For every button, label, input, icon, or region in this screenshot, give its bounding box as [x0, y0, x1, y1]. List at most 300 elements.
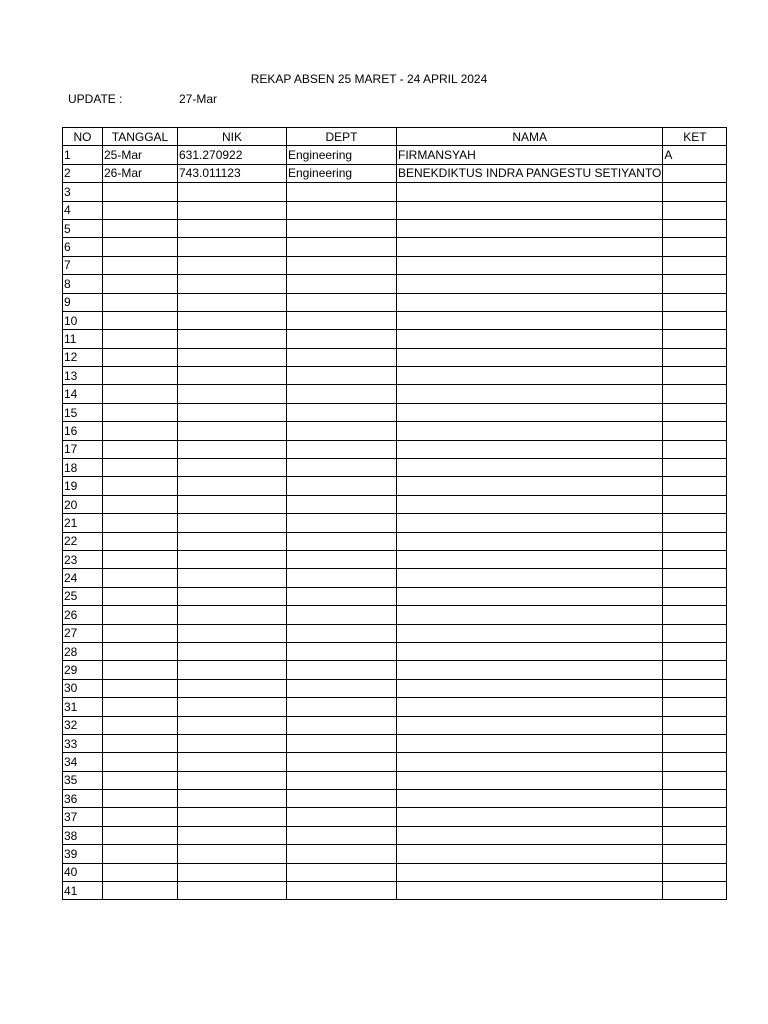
cell-nik[interactable] — [178, 569, 287, 587]
cell-tanggal[interactable] — [103, 734, 178, 752]
cell-nama[interactable] — [397, 550, 663, 568]
cell-dept[interactable] — [287, 495, 397, 513]
table-row — [63, 311, 727, 329]
cell-dept[interactable] — [287, 238, 397, 256]
cell-ket[interactable] — [663, 716, 727, 734]
cell-ket[interactable] — [663, 606, 727, 624]
cell-nama[interactable] — [397, 311, 663, 329]
cell-nama[interactable] — [397, 385, 663, 403]
cell-nama[interactable] — [397, 698, 663, 716]
cell-ket[interactable] — [663, 256, 727, 274]
cell-dept[interactable] — [287, 219, 397, 237]
table-row — [63, 808, 727, 826]
cell-tanggal[interactable] — [103, 550, 178, 568]
table-row — [63, 256, 727, 274]
cell-nama[interactable] — [397, 863, 663, 881]
cell-dept[interactable] — [287, 330, 397, 348]
cell-tanggal[interactable] — [103, 422, 178, 440]
cell-no[interactable]: 12 — [63, 348, 103, 366]
cell-dept[interactable] — [287, 679, 397, 697]
cell-nik[interactable] — [178, 606, 287, 624]
cell-nama[interactable] — [397, 183, 663, 201]
cell-nama[interactable] — [397, 293, 663, 311]
table-row — [63, 385, 727, 403]
cell-no[interactable]: 14 — [63, 385, 103, 403]
cell-ket[interactable] — [663, 808, 727, 826]
cell-dept[interactable] — [287, 698, 397, 716]
cell-dept[interactable] — [287, 440, 397, 458]
cell-ket[interactable] — [663, 753, 727, 771]
cell-dept[interactable] — [287, 422, 397, 440]
attendance-table — [62, 127, 727, 900]
cell-ket[interactable] — [663, 698, 727, 716]
cell-tanggal[interactable] — [103, 532, 178, 550]
cell-dept[interactable] — [287, 385, 397, 403]
cell-tanggal[interactable] — [103, 311, 178, 329]
cell-ket[interactable] — [663, 403, 727, 421]
cell-tanggal[interactable] — [103, 514, 178, 532]
table-row — [63, 661, 727, 679]
cell-ket[interactable] — [663, 164, 727, 182]
cell-nama[interactable] — [397, 201, 663, 219]
cell-ket[interactable] — [663, 293, 727, 311]
cell-nik[interactable] — [178, 863, 287, 881]
cell-nama[interactable] — [397, 459, 663, 477]
cell-no[interactable]: 27 — [63, 624, 103, 642]
cell-dept[interactable] — [287, 771, 397, 789]
cell-nama[interactable] — [397, 275, 663, 293]
cell-tanggal[interactable] — [103, 367, 178, 385]
cell-ket[interactable] — [663, 734, 727, 752]
cell-nik[interactable]: 631.270922 — [178, 146, 287, 164]
cell-no[interactable]: 18 — [63, 459, 103, 477]
cell-nik[interactable] — [178, 532, 287, 550]
cell-nama[interactable] — [397, 845, 663, 863]
table-row — [63, 164, 727, 182]
cell-dept[interactable] — [287, 863, 397, 881]
cell-ket[interactable] — [663, 385, 727, 403]
cell-nik[interactable] — [178, 495, 287, 513]
cell-dept[interactable] — [287, 293, 397, 311]
cell-nik[interactable] — [178, 753, 287, 771]
cell-ket[interactable] — [663, 311, 727, 329]
cell-ket[interactable] — [663, 422, 727, 440]
table-row — [63, 275, 727, 293]
cell-ket[interactable] — [663, 367, 727, 385]
cell-no[interactable]: 28 — [63, 642, 103, 660]
table-row — [63, 790, 727, 808]
header-nik: NIK — [178, 128, 287, 146]
cell-tanggal[interactable] — [103, 790, 178, 808]
cell-tanggal[interactable] — [103, 569, 178, 587]
cell-nama[interactable] — [397, 219, 663, 237]
cell-no[interactable]: 19 — [63, 477, 103, 495]
cell-no[interactable]: 17 — [63, 440, 103, 458]
cell-ket[interactable] — [663, 459, 727, 477]
cell-tanggal[interactable] — [103, 183, 178, 201]
cell-nik[interactable] — [178, 201, 287, 219]
cell-nik[interactable] — [178, 771, 287, 789]
page-title: REKAP ABSEN 25 MARET - 24 APRIL 2024 — [250, 72, 488, 86]
cell-ket[interactable]: A — [663, 146, 727, 164]
cell-no[interactable]: 8 — [63, 275, 103, 293]
cell-nama[interactable] — [397, 422, 663, 440]
cell-nama[interactable] — [397, 495, 663, 513]
cell-ket[interactable] — [663, 532, 727, 550]
cell-ket[interactable] — [663, 201, 727, 219]
cell-no[interactable]: 13 — [63, 367, 103, 385]
table-row — [63, 146, 727, 164]
table-row — [63, 348, 727, 366]
cell-nama[interactable]: FIRMANSYAH — [397, 146, 663, 164]
cell-ket[interactable] — [663, 845, 727, 863]
cell-no[interactable]: 35 — [63, 771, 103, 789]
cell-ket[interactable] — [663, 587, 727, 605]
cell-no[interactable]: 41 — [63, 882, 103, 900]
cell-tanggal[interactable] — [103, 882, 178, 900]
cell-nik[interactable] — [178, 716, 287, 734]
cell-nama[interactable] — [397, 882, 663, 900]
table-body — [63, 146, 727, 900]
cell-nama[interactable] — [397, 587, 663, 605]
cell-nik[interactable] — [178, 275, 287, 293]
update-label: UPDATE : — [68, 92, 123, 106]
table-row — [63, 477, 727, 495]
cell-no[interactable]: 3 — [63, 183, 103, 201]
cell-no[interactable]: 22 — [63, 532, 103, 550]
cell-nama[interactable] — [397, 716, 663, 734]
cell-nama[interactable] — [397, 661, 663, 679]
cell-tanggal[interactable] — [103, 808, 178, 826]
cell-ket[interactable] — [663, 826, 727, 844]
cell-nik[interactable] — [178, 367, 287, 385]
cell-nik[interactable] — [178, 440, 287, 458]
cell-nama[interactable] — [397, 808, 663, 826]
cell-nik[interactable] — [178, 698, 287, 716]
cell-no[interactable]: 33 — [63, 734, 103, 752]
cell-ket[interactable] — [663, 624, 727, 642]
cell-tanggal[interactable] — [103, 256, 178, 274]
cell-nama[interactable] — [397, 679, 663, 697]
cell-tanggal[interactable] — [103, 826, 178, 844]
table-row — [63, 882, 727, 900]
table-row — [63, 771, 727, 789]
cell-tanggal[interactable]: 25-Mar — [103, 146, 178, 164]
cell-dept[interactable] — [287, 587, 397, 605]
cell-no[interactable]: 34 — [63, 753, 103, 771]
cell-ket[interactable] — [663, 495, 727, 513]
cell-nama[interactable] — [397, 771, 663, 789]
cell-nik[interactable] — [178, 882, 287, 900]
cell-nik[interactable] — [178, 403, 287, 421]
table-row — [63, 845, 727, 863]
table-row — [63, 826, 727, 844]
cell-nik[interactable] — [178, 845, 287, 863]
cell-tanggal[interactable] — [103, 606, 178, 624]
table-row — [63, 367, 727, 385]
cell-tanggal[interactable] — [103, 642, 178, 660]
cell-no[interactable]: 2 — [63, 164, 103, 182]
cell-tanggal[interactable] — [103, 845, 178, 863]
cell-ket[interactable] — [663, 348, 727, 366]
cell-ket[interactable] — [663, 679, 727, 697]
table-row — [63, 238, 727, 256]
cell-nama[interactable] — [397, 256, 663, 274]
cell-dept[interactable] — [287, 256, 397, 274]
cell-nama[interactable] — [397, 477, 663, 495]
table-row — [63, 734, 727, 752]
cell-nik[interactable] — [178, 477, 287, 495]
cell-nama[interactable] — [397, 367, 663, 385]
cell-tanggal[interactable] — [103, 403, 178, 421]
cell-dept[interactable] — [287, 550, 397, 568]
cell-dept[interactable]: Engineering — [287, 164, 397, 182]
table-header — [63, 128, 727, 146]
cell-dept[interactable] — [287, 477, 397, 495]
cell-nik[interactable] — [178, 826, 287, 844]
cell-dept[interactable] — [287, 606, 397, 624]
header-no: NO — [63, 128, 103, 146]
cell-ket[interactable] — [663, 790, 727, 808]
cell-nama[interactable] — [397, 734, 663, 752]
cell-tanggal[interactable] — [103, 459, 178, 477]
cell-nik[interactable] — [178, 183, 287, 201]
cell-dept[interactable] — [287, 311, 397, 329]
table-row — [63, 495, 727, 513]
cell-dept[interactable] — [287, 201, 397, 219]
table-row — [63, 330, 727, 348]
cell-nik[interactable] — [178, 587, 287, 605]
cell-nama[interactable] — [397, 403, 663, 421]
cell-nik[interactable] — [178, 790, 287, 808]
cell-nik[interactable] — [178, 422, 287, 440]
cell-no[interactable]: 5 — [63, 219, 103, 237]
cell-no[interactable]: 1 — [63, 146, 103, 164]
cell-ket[interactable] — [663, 477, 727, 495]
cell-tanggal[interactable] — [103, 201, 178, 219]
cell-no[interactable]: 15 — [63, 403, 103, 421]
cell-nik[interactable] — [178, 642, 287, 660]
cell-dept[interactable] — [287, 367, 397, 385]
cell-dept[interactable] — [287, 845, 397, 863]
cell-ket[interactable] — [663, 440, 727, 458]
cell-nik[interactable] — [178, 219, 287, 237]
table-row — [63, 459, 727, 477]
cell-nik[interactable] — [178, 348, 287, 366]
cell-dept[interactable] — [287, 661, 397, 679]
cell-no[interactable]: 25 — [63, 587, 103, 605]
cell-dept[interactable] — [287, 790, 397, 808]
cell-nik[interactable] — [178, 808, 287, 826]
cell-nama[interactable] — [397, 238, 663, 256]
cell-no[interactable]: 37 — [63, 808, 103, 826]
cell-tanggal[interactable] — [103, 661, 178, 679]
cell-dept[interactable] — [287, 624, 397, 642]
table-row — [63, 550, 727, 568]
cell-no[interactable]: 10 — [63, 311, 103, 329]
cell-nama[interactable] — [397, 642, 663, 660]
cell-tanggal[interactable] — [103, 679, 178, 697]
cell-nik[interactable] — [178, 238, 287, 256]
cell-tanggal[interactable] — [103, 293, 178, 311]
cell-ket[interactable] — [663, 550, 727, 568]
cell-dept[interactable] — [287, 532, 397, 550]
cell-nik[interactable] — [178, 550, 287, 568]
cell-dept[interactable] — [287, 183, 397, 201]
cell-no[interactable]: 32 — [63, 716, 103, 734]
cell-no[interactable]: 11 — [63, 330, 103, 348]
cell-tanggal[interactable] — [103, 716, 178, 734]
cell-dept[interactable] — [287, 642, 397, 660]
cell-no[interactable]: 24 — [63, 569, 103, 587]
cell-ket[interactable] — [663, 569, 727, 587]
header-ket: KET — [663, 128, 727, 146]
cell-no[interactable]: 36 — [63, 790, 103, 808]
table-row — [63, 422, 727, 440]
cell-nik[interactable] — [178, 293, 287, 311]
cell-nik[interactable] — [178, 459, 287, 477]
table-row — [63, 606, 727, 624]
cell-ket[interactable] — [663, 771, 727, 789]
cell-dept[interactable] — [287, 514, 397, 532]
header-row — [63, 128, 727, 146]
cell-nik[interactable] — [178, 679, 287, 697]
header-tanggal: TANGGAL — [103, 128, 178, 146]
cell-no[interactable]: 16 — [63, 422, 103, 440]
cell-nama[interactable] — [397, 440, 663, 458]
cell-dept[interactable] — [287, 734, 397, 752]
cell-no[interactable]: 4 — [63, 201, 103, 219]
cell-nik[interactable] — [178, 256, 287, 274]
table-row — [63, 753, 727, 771]
cell-ket[interactable] — [663, 514, 727, 532]
cell-tanggal[interactable]: 26-Mar — [103, 164, 178, 182]
cell-nik[interactable] — [178, 385, 287, 403]
cell-nama[interactable]: BENEKDIKTUS INDRA PANGESTU SETIYANTO — [397, 164, 663, 182]
cell-tanggal[interactable] — [103, 698, 178, 716]
cell-nik[interactable] — [178, 514, 287, 532]
cell-no[interactable]: 30 — [63, 679, 103, 697]
table-row — [63, 293, 727, 311]
table-row — [63, 679, 727, 697]
table-row — [63, 532, 727, 550]
cell-no[interactable]: 6 — [63, 238, 103, 256]
cell-dept[interactable] — [287, 275, 397, 293]
cell-nama[interactable] — [397, 606, 663, 624]
cell-nama[interactable] — [397, 330, 663, 348]
cell-dept[interactable] — [287, 569, 397, 587]
table-row — [63, 219, 727, 237]
cell-dept[interactable] — [287, 716, 397, 734]
table-row — [63, 716, 727, 734]
cell-tanggal[interactable] — [103, 275, 178, 293]
cell-no[interactable]: 23 — [63, 550, 103, 568]
cell-tanggal[interactable] — [103, 238, 178, 256]
cell-nik[interactable] — [178, 330, 287, 348]
cell-no[interactable]: 31 — [63, 698, 103, 716]
cell-no[interactable]: 20 — [63, 495, 103, 513]
cell-no[interactable]: 39 — [63, 845, 103, 863]
cell-tanggal[interactable] — [103, 440, 178, 458]
table-row — [63, 863, 727, 881]
cell-tanggal[interactable] — [103, 495, 178, 513]
cell-ket[interactable] — [663, 275, 727, 293]
cell-dept[interactable] — [287, 753, 397, 771]
cell-nik[interactable]: 743.011123 — [178, 164, 287, 182]
cell-nama[interactable] — [397, 348, 663, 366]
table-row — [63, 624, 727, 642]
table-row — [63, 642, 727, 660]
update-value: 27-Mar — [179, 92, 218, 106]
cell-dept[interactable]: Engineering — [287, 146, 397, 164]
cell-no[interactable]: 21 — [63, 514, 103, 532]
cell-tanggal[interactable] — [103, 348, 178, 366]
cell-tanggal[interactable] — [103, 330, 178, 348]
cell-dept[interactable] — [287, 459, 397, 477]
cell-dept[interactable] — [287, 826, 397, 844]
cell-tanggal[interactable] — [103, 863, 178, 881]
table-row — [63, 403, 727, 421]
cell-no[interactable]: 26 — [63, 606, 103, 624]
cell-no[interactable]: 38 — [63, 826, 103, 844]
cell-tanggal[interactable] — [103, 385, 178, 403]
cell-ket[interactable] — [663, 330, 727, 348]
cell-tanggal[interactable] — [103, 624, 178, 642]
cell-nik[interactable] — [178, 734, 287, 752]
cell-nik[interactable] — [178, 661, 287, 679]
cell-tanggal[interactable] — [103, 587, 178, 605]
cell-tanggal[interactable] — [103, 219, 178, 237]
cell-ket[interactable] — [663, 238, 727, 256]
header-nama: NAMA — [397, 128, 663, 146]
cell-ket[interactable] — [663, 882, 727, 900]
table-row — [63, 514, 727, 532]
cell-nama[interactable] — [397, 514, 663, 532]
cell-nama[interactable] — [397, 624, 663, 642]
cell-ket[interactable] — [663, 642, 727, 660]
table-row — [63, 569, 727, 587]
cell-nama[interactable] — [397, 753, 663, 771]
cell-no[interactable]: 9 — [63, 293, 103, 311]
table-row — [63, 698, 727, 716]
table-row — [63, 183, 727, 201]
header-dept: DEPT — [287, 128, 397, 146]
cell-ket[interactable] — [663, 183, 727, 201]
cell-no[interactable]: 29 — [63, 661, 103, 679]
cell-nik[interactable] — [178, 311, 287, 329]
cell-no[interactable]: 7 — [63, 256, 103, 274]
table-row — [63, 201, 727, 219]
cell-ket[interactable] — [663, 863, 727, 881]
cell-tanggal[interactable] — [103, 771, 178, 789]
cell-dept[interactable] — [287, 403, 397, 421]
cell-nama[interactable] — [397, 569, 663, 587]
cell-nik[interactable] — [178, 624, 287, 642]
table-row — [63, 587, 727, 605]
cell-tanggal[interactable] — [103, 753, 178, 771]
cell-ket[interactable] — [663, 219, 727, 237]
cell-dept[interactable] — [287, 808, 397, 826]
cell-ket[interactable] — [663, 661, 727, 679]
table-row — [63, 440, 727, 458]
cell-dept[interactable] — [287, 348, 397, 366]
cell-nama[interactable] — [397, 532, 663, 550]
cell-nama[interactable] — [397, 790, 663, 808]
cell-no[interactable]: 40 — [63, 863, 103, 881]
cell-tanggal[interactable] — [103, 477, 178, 495]
cell-nama[interactable] — [397, 826, 663, 844]
cell-dept[interactable] — [287, 882, 397, 900]
